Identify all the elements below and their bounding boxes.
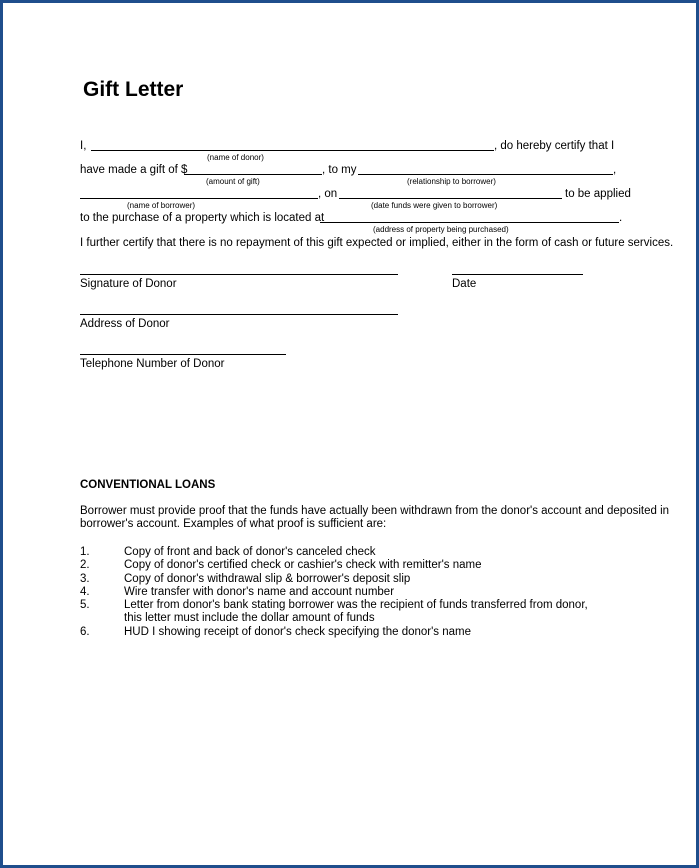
date-given-field[interactable] [339, 198, 562, 199]
donor-name-field[interactable] [91, 150, 494, 151]
row1-suffix: , do hereby certify that I [494, 140, 615, 152]
row2-middle: , to my [322, 164, 357, 176]
list-item: Wire transfer with donor's name and account number [124, 586, 395, 598]
property-address-field[interactable] [320, 222, 619, 223]
row4-suffix: . [619, 212, 623, 224]
row2-suffix: , [613, 164, 617, 176]
address-line[interactable] [80, 314, 398, 315]
address-label: Address of Donor [80, 318, 170, 330]
signature-line[interactable] [80, 274, 398, 275]
signature-label: Signature of Donor [80, 278, 177, 290]
date-label: Date [452, 278, 477, 290]
row2-prefix: have made a gift of $ [80, 164, 188, 176]
phone-line[interactable] [80, 354, 286, 355]
phone-label: Telephone Number of Donor [80, 358, 225, 370]
date-given-caption: (date funds were given to borrower) [371, 201, 498, 210]
list-item-number: 6. [80, 626, 90, 638]
relationship-caption: (relationship to borrower) [407, 177, 496, 186]
relationship-field[interactable] [358, 174, 613, 175]
page-title: Gift Letter [83, 78, 184, 101]
list-item-number: 1. [80, 546, 90, 558]
gift-amount-field[interactable] [184, 174, 322, 175]
list-item: Copy of front and back of donor's canceled check [124, 546, 376, 558]
property-address-caption: (address of property being purchased) [373, 225, 509, 234]
row3-suffix: to be applied [565, 188, 631, 200]
list-item: Copy of donor's withdrawal slip & borrower's deposit slip [124, 573, 411, 585]
list-item: Letter from donor's bank stating borrower was the recipient of funds transferred from donor, [124, 599, 588, 611]
row3-middle: , on [318, 188, 338, 200]
list-item-number: 5. [80, 599, 90, 611]
list-item-number: 4. [80, 586, 90, 598]
gift-amount-caption: (amount of gift) [206, 177, 260, 186]
donor-name-caption: (name of donor) [207, 153, 264, 162]
list-item-number: 3. [80, 573, 90, 585]
date-line[interactable] [452, 274, 583, 275]
section-heading: CONVENTIONAL LOANS [80, 479, 216, 491]
row4-prefix: to the purchase of a property which is located at [80, 212, 325, 224]
row1-prefix: I, [80, 140, 87, 152]
section-paragraph: Borrower must provide proof that the funds have actually been withdrawn from the donor's account and deposited in borrower's account. Examples of what proof is sufficient are: [80, 505, 670, 530]
list-item-continued: this letter must include the dollar amount of funds [124, 612, 375, 624]
list-item: HUD I showing receipt of donor's check specifying the donor's name [124, 626, 472, 638]
certify-statement: I further certify that there is no repayment of this gift expected or implied, either in the form of cash or future services. [80, 237, 674, 249]
borrower-name-caption: (name of borrower) [127, 201, 196, 210]
borrower-name-field[interactable] [80, 198, 318, 199]
list-item: Copy of donor's certified check or cashier's check with remitter's name [124, 559, 482, 571]
list-item-number: 2. [80, 559, 90, 571]
